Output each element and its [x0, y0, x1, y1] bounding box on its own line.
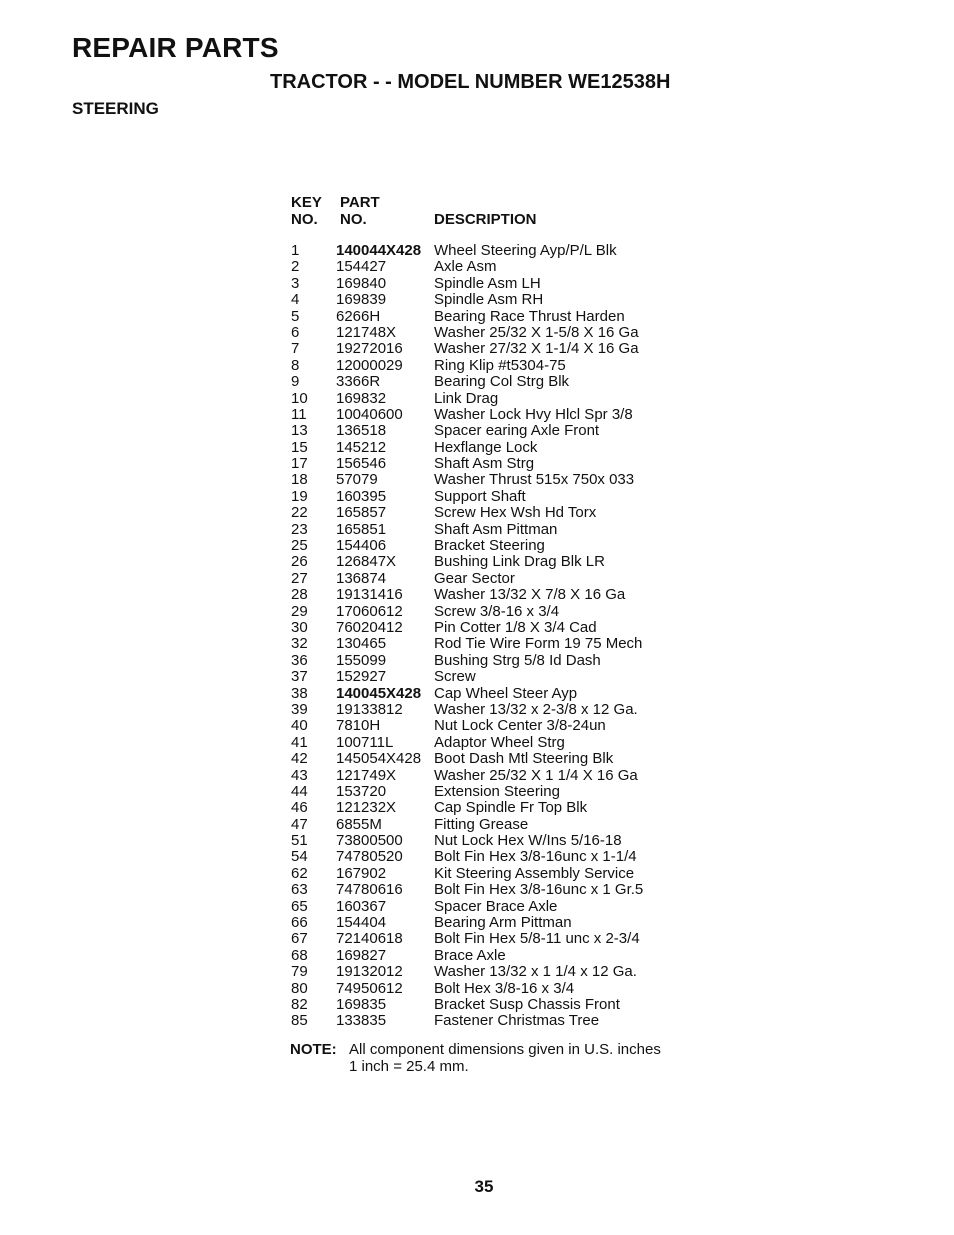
section-title: STEERING	[72, 99, 159, 118]
part-no: 167902	[336, 864, 387, 882]
part-description: Boot Dash Mtl Steering Blk	[434, 750, 614, 768]
table-row	[291, 653, 711, 669]
key-no: 10	[291, 389, 308, 407]
part-no: 169832	[336, 389, 387, 407]
key-no: 1	[291, 242, 300, 259]
part-no: 136518	[336, 422, 387, 440]
table-row	[291, 259, 711, 275]
part-no: 100711L	[336, 733, 394, 751]
key-no: 26	[291, 553, 308, 571]
part-description: Washer Lock Hvy Hlcl Spr 3/8	[434, 405, 633, 423]
part-header-line1: PART	[340, 194, 380, 211]
key-no: 27	[291, 569, 308, 587]
note-line-1: All component dimensions given in U.S. inches	[349, 1041, 661, 1058]
table-row	[291, 587, 711, 603]
table-row	[291, 964, 711, 980]
key-no: 5	[291, 307, 300, 325]
table-row	[291, 554, 711, 570]
parts-list	[291, 243, 711, 1030]
table-row	[291, 636, 711, 652]
part-no: 169827	[336, 946, 387, 964]
table-row	[291, 981, 711, 997]
part-no: 156546	[336, 455, 387, 473]
part-description: Link Drag	[434, 389, 499, 407]
key-no: 28	[291, 586, 308, 604]
part-no: 160367	[336, 897, 387, 915]
table-row	[291, 604, 711, 620]
table-row	[291, 882, 711, 898]
model-title: TRACTOR - - MODEL NUMBER WE12538H	[270, 71, 671, 93]
key-no: 54	[291, 848, 308, 866]
key-no: 17	[291, 455, 308, 473]
part-no: 133835	[336, 1012, 387, 1030]
part-description: Bolt Hex 3/8-16 x 3/4	[434, 979, 575, 997]
part-no: 17060612	[336, 602, 403, 620]
part-description: Fastener Christmas Tree	[434, 1012, 600, 1030]
part-description: Bracket Susp Chassis Front	[434, 995, 620, 1013]
part-no: 76020412	[336, 618, 403, 636]
part-description: Shaft Asm Strg	[434, 455, 535, 473]
table-row	[291, 686, 711, 702]
note-label: NOTE:	[290, 1041, 337, 1058]
key-no: 40	[291, 717, 308, 735]
table-row	[291, 391, 711, 407]
part-description: Bushing Link Drag Blk LR	[434, 553, 605, 571]
table-row	[291, 718, 711, 734]
table-row	[291, 784, 711, 800]
table-row	[291, 702, 711, 718]
part-description: Bolt Fin Hex 3/8-16unc x 1-1/4	[434, 848, 637, 866]
key-no: 30	[291, 618, 308, 636]
key-no: 38	[291, 684, 308, 702]
table-row	[291, 1013, 711, 1029]
table-row	[291, 751, 711, 767]
part-no: 73800500	[336, 832, 403, 850]
part-description: Bearing Col Strg Blk	[434, 373, 570, 391]
part-description: Cap Spindle Fr Top Blk	[434, 799, 588, 817]
table-row	[291, 276, 711, 292]
table-row	[291, 440, 711, 456]
key-no: 32	[291, 635, 308, 653]
part-no: 145054X428	[336, 750, 422, 768]
part-no: 74950612	[336, 979, 403, 997]
key-no: 3	[291, 274, 300, 292]
key-no: 6	[291, 323, 300, 341]
part-no: 140044X428	[336, 242, 422, 259]
part-no-header	[340, 194, 380, 228]
part-description: Bracket Steering	[434, 537, 545, 555]
part-no: 121232X	[336, 799, 397, 817]
key-no: 37	[291, 668, 308, 686]
key-no: 85	[291, 1012, 308, 1030]
key-no: 8	[291, 356, 300, 374]
key-no: 29	[291, 602, 308, 620]
part-description: Bushing Strg 5/8 Id Dash	[434, 651, 601, 669]
note-line-2: 1 inch = 25.4 mm.	[349, 1057, 469, 1075]
key-no: 9	[291, 373, 300, 391]
key-no: 79	[291, 963, 308, 981]
key-no: 82	[291, 995, 308, 1013]
part-description: Washer 25/32 X 1 1/4 X 16 Ga	[434, 766, 638, 784]
key-no: 42	[291, 750, 308, 768]
part-no: 121749X	[336, 766, 397, 784]
part-description: Nut Lock Hex W/Ins 5/16-18	[434, 832, 622, 850]
key-no: 63	[291, 881, 308, 899]
part-description: Spindle Asm LH	[434, 274, 541, 292]
table-row	[291, 915, 711, 931]
part-description: Washer 13/32 X 7/8 X 16 Ga	[434, 586, 626, 604]
table-row	[291, 358, 711, 374]
part-description: Pin Cotter 1/8 X 3/4 Cad	[434, 618, 597, 636]
key-no: 13	[291, 422, 308, 440]
key-no: 66	[291, 914, 308, 932]
part-no: 74780520	[336, 848, 403, 866]
table-row	[291, 768, 711, 784]
table-row	[291, 849, 711, 865]
part-no: 165851	[336, 520, 387, 538]
part-no: 153720	[336, 782, 387, 800]
part-no: 6266H	[336, 307, 381, 325]
table-row	[291, 538, 711, 554]
key-header-line1: KEY	[291, 194, 322, 211]
part-no: 152927	[336, 668, 387, 686]
table-row	[291, 292, 711, 308]
part-no: 136874	[336, 569, 387, 587]
table-row	[291, 800, 711, 816]
part-no: 10040600	[336, 405, 403, 423]
table-row	[291, 571, 711, 587]
part-no: 121748X	[336, 323, 397, 341]
part-no: 169840	[336, 274, 387, 292]
part-no: 140045X428	[336, 684, 422, 702]
table-row	[291, 472, 711, 488]
table-row	[291, 899, 711, 915]
part-no: 19272016	[336, 340, 403, 358]
part-description: Washer 13/32 x 1 1/4 x 12 Ga.	[434, 963, 637, 981]
key-no: 2	[291, 258, 300, 276]
page-title: REPAIR PARTS	[72, 32, 279, 63]
key-no: 25	[291, 537, 308, 555]
table-row	[291, 833, 711, 849]
part-description: Bearing Arm Pittman	[434, 914, 572, 932]
part-description: Spacer Brace Axle	[434, 897, 558, 915]
key-no: 19	[291, 487, 308, 505]
key-no: 51	[291, 832, 308, 850]
part-no: 160395	[336, 487, 387, 505]
key-no: 68	[291, 946, 308, 964]
part-no: 19131416	[336, 586, 403, 604]
table-row	[291, 931, 711, 947]
table-row	[291, 374, 711, 390]
table-row	[291, 735, 711, 751]
table-row	[291, 817, 711, 833]
part-no: 72140618	[336, 930, 403, 948]
key-no: 23	[291, 520, 308, 538]
key-no: 36	[291, 651, 308, 669]
table-row	[291, 423, 711, 439]
part-description: Spindle Asm RH	[434, 291, 544, 309]
part-description: Spacer earing Axle Front	[434, 422, 600, 440]
part-description: Adaptor Wheel Strg	[434, 733, 565, 751]
part-description: Ring Klip #t5304-75	[434, 356, 566, 374]
part-header-line2: NO.	[340, 211, 367, 228]
table-row	[291, 309, 711, 325]
table-row	[291, 325, 711, 341]
key-no: 46	[291, 799, 308, 817]
key-no: 7	[291, 340, 300, 358]
part-description: Bolt Fin Hex 3/8-16unc x 1 Gr.5	[434, 881, 644, 899]
key-no: 80	[291, 979, 308, 997]
part-description: Bolt Fin Hex 5/8-11 unc x 2-3/4	[434, 930, 640, 948]
part-no: 165857	[336, 504, 387, 522]
part-no: 155099	[336, 651, 387, 669]
table-row	[291, 407, 711, 423]
part-description: Nut Lock Center 3/8-24un	[434, 717, 606, 735]
part-description: Screw 3/8-16 x 3/4	[434, 602, 560, 620]
key-no: 43	[291, 766, 308, 784]
part-description: Screw	[434, 668, 476, 686]
part-description: Kit Steering Assembly Service	[434, 864, 635, 882]
part-no: 154406	[336, 537, 387, 555]
part-no: 6855M	[336, 815, 382, 833]
parts-table-header	[291, 194, 711, 230]
part-no: 126847X	[336, 553, 397, 571]
key-no: 47	[291, 815, 308, 833]
part-no: 169839	[336, 291, 387, 309]
page-number: 35	[474, 1177, 494, 1196]
table-row	[291, 341, 711, 357]
key-no: 67	[291, 930, 308, 948]
part-no: 130465	[336, 635, 387, 653]
part-description: Wheel Steering Ayp/P/L Blk	[434, 242, 617, 259]
part-no: 12000029	[336, 356, 403, 374]
key-header-line2: NO.	[291, 211, 318, 228]
part-no: 57079	[336, 471, 378, 489]
table-row	[291, 243, 711, 259]
part-description: Fitting Grease	[434, 815, 529, 833]
part-description: Support Shaft	[434, 487, 526, 505]
table-row	[291, 948, 711, 964]
part-no: 7810H	[336, 717, 381, 735]
part-description: Axle Asm	[434, 258, 497, 276]
part-description: Washer 27/32 X 1-1/4 X 16 Ga	[434, 340, 639, 358]
part-description: Screw Hex Wsh Hd Torx	[434, 504, 597, 522]
part-description: Washer 13/32 x 2-3/8 x 12 Ga.	[434, 700, 638, 718]
part-no: 19133812	[336, 700, 403, 718]
part-no: 169835	[336, 995, 387, 1013]
part-no: 145212	[336, 438, 387, 456]
part-description: Extension Steering	[434, 782, 560, 800]
table-row	[291, 620, 711, 636]
part-description: Gear Sector	[434, 569, 515, 587]
key-no: 4	[291, 291, 300, 309]
table-row	[291, 522, 711, 538]
part-description: Shaft Asm Pittman	[434, 520, 558, 538]
part-no: 3366R	[336, 373, 381, 391]
table-row	[291, 997, 711, 1013]
part-no: 74780616	[336, 881, 403, 899]
part-no: 19132012	[336, 963, 403, 981]
key-no: 62	[291, 864, 308, 882]
part-no: 154427	[336, 258, 387, 276]
description-header: DESCRIPTION	[434, 211, 537, 228]
table-row	[291, 866, 711, 882]
part-description: Washer Thrust 515x 750x 033	[434, 471, 635, 489]
key-no: 41	[291, 733, 308, 751]
key-no: 18	[291, 471, 308, 489]
key-no: 39	[291, 700, 308, 718]
part-description: Brace Axle	[434, 946, 506, 964]
key-no: 22	[291, 504, 308, 522]
part-description: Rod Tie Wire Form 19 75 Mech	[434, 635, 643, 653]
table-row	[291, 456, 711, 472]
part-description: Bearing Race Thrust Harden	[434, 307, 625, 325]
part-no: 154404	[336, 914, 387, 932]
part-description: Hexflange Lock	[434, 438, 538, 456]
key-no: 11	[291, 405, 307, 423]
table-row	[291, 669, 711, 685]
part-description: Cap Wheel Steer Ayp	[434, 684, 578, 702]
part-description: Washer 25/32 X 1-5/8 X 16 Ga	[434, 323, 639, 341]
key-no: 44	[291, 782, 308, 800]
table-row	[291, 489, 711, 505]
key-no: 15	[291, 438, 308, 456]
key-no-header	[291, 194, 322, 228]
table-row	[291, 505, 711, 521]
key-no: 65	[291, 897, 308, 915]
